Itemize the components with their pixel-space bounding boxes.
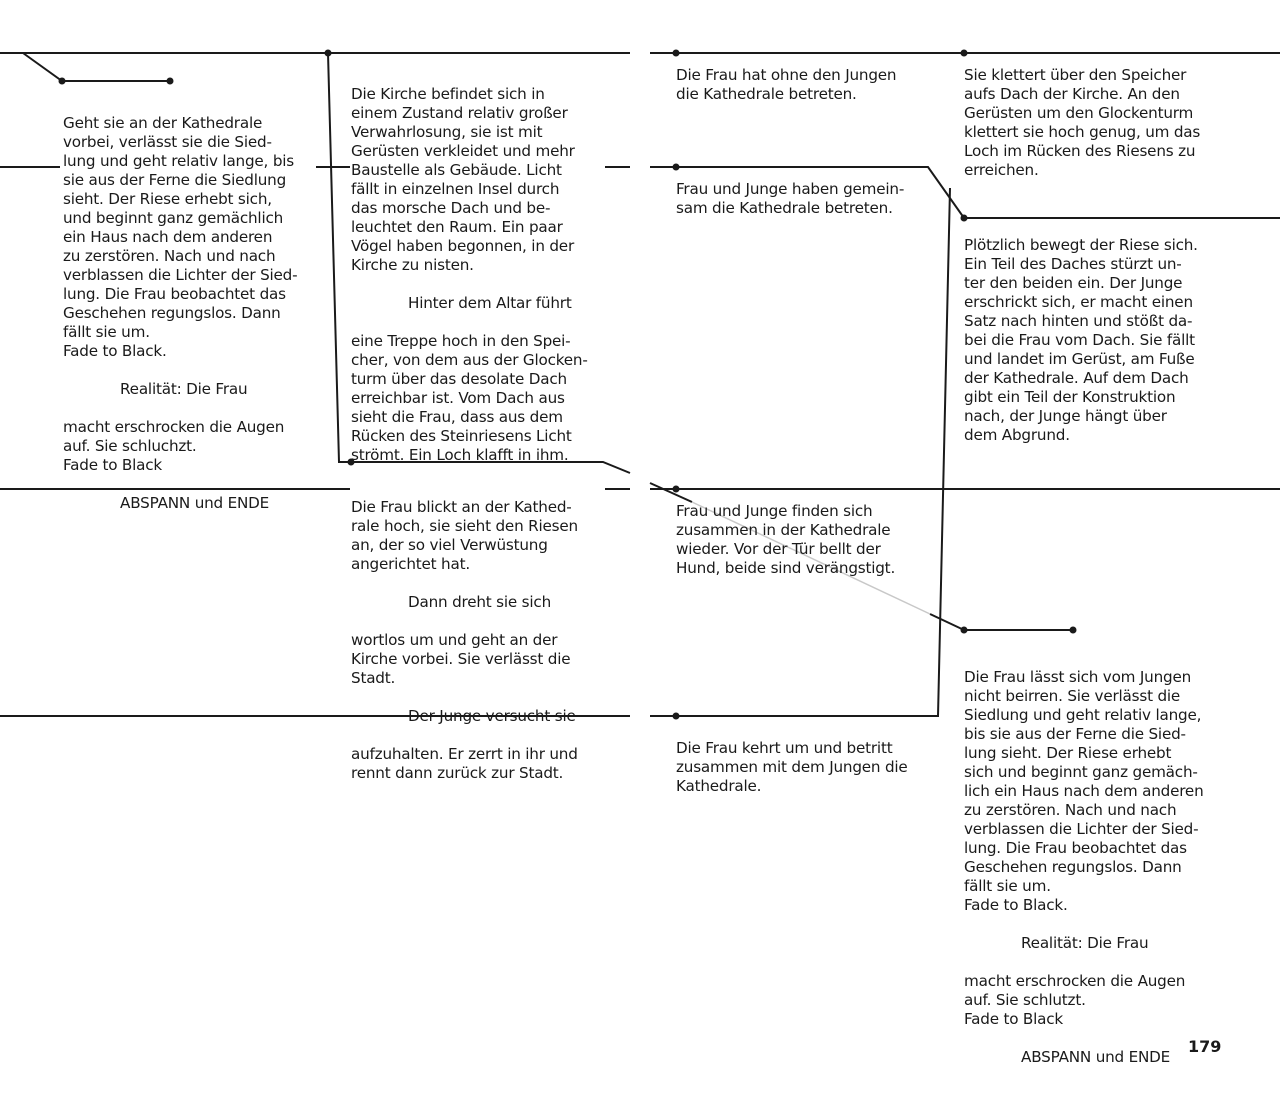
paragraph: wortlos um und geht an der Kirche vorbei. Sie verlässt die Stadt. xyxy=(351,631,571,687)
text-block-together: Frau und Junge haben gemein- sam die Kathedrale betreten. xyxy=(676,180,905,217)
indented-line xyxy=(351,593,578,612)
node-dot xyxy=(961,50,968,57)
paragraph: Die Frau blickt an der Kathed- rale hoch, sie sieht den Riesen an, der so viel Verwüstung angerichtet hat. xyxy=(351,498,578,573)
paragraph: Dann dreht sie sich xyxy=(408,593,551,611)
paragraph: macht erschrocken die Augen auf. Sie schlutzt. Fade to Black xyxy=(964,972,1186,1028)
text-block-without-boy: Die Frau hat ohne den Jungen die Kathedrale betreten. xyxy=(676,66,897,103)
indented-line xyxy=(351,294,588,313)
indented-line xyxy=(63,494,297,513)
node-dot xyxy=(59,78,66,85)
paragraph: Realität: Die Frau xyxy=(120,380,248,398)
paragraph: Die Kirche befindet sich in einem Zustand relativ großer Verwahrlosung, sie ist mit Gerüsten verkleidet und mehr Baustelle als Gebäude. Licht fällt in einzelnen Insel durch das morsche Dach und be- leuchtet den Raum. Ein paar Vögel haben begonnen, in der Kirche zu nisten. xyxy=(351,85,575,274)
node-dot xyxy=(673,50,680,57)
paragraph: Hinter dem Altar führt xyxy=(408,294,572,312)
text-block-church xyxy=(351,66,588,484)
text-block-not-deterred xyxy=(964,649,1204,1086)
page-number: 179 xyxy=(1188,1037,1222,1056)
node-dot xyxy=(673,486,680,493)
node-dot xyxy=(673,164,680,171)
connector-line xyxy=(650,188,950,716)
text-block-turns-back: Die Frau kehrt um und betritt zusammen mit dem Jungen die Kathedrale. xyxy=(676,739,908,795)
node-dot xyxy=(167,78,174,85)
paragraph: Der Junge versucht sie xyxy=(408,707,576,725)
indented-line xyxy=(964,1048,1204,1067)
paragraph: eine Treppe hoch in den Spei- cher, von dem aus der Glocken- turm über das desolate Dach erreichbar ist. Vom Dach aus sieht die Frau, dass aus dem Rücken des Steinriesens Licht strömt. Ein Loch klafft in ihm. xyxy=(351,332,588,464)
paragraph: ABSPANN und ENDE xyxy=(120,494,270,512)
indented-line xyxy=(351,707,578,726)
node-dot xyxy=(673,713,680,720)
node-dot xyxy=(961,215,968,222)
node-dot xyxy=(325,50,332,57)
indented-line xyxy=(63,380,297,399)
connector-line xyxy=(650,483,692,502)
text-block-left xyxy=(63,95,297,532)
text-block-climbs: Sie klettert über den Speicher aufs Dach der Kirche. An den Gerüsten um den Glockenturm klettert sie hoch genug, um das Loch im Rücken des Riesens zu erreichen. xyxy=(964,66,1201,179)
paragraph: aufzuhalten. Er zerrt in ihr und rennt dann zurück zur Stadt. xyxy=(351,745,578,782)
paragraph: Realität: Die Frau xyxy=(1021,934,1149,952)
text-block-find-together: Frau und Junge finden sich zusammen in der Kathedrale wieder. Vor der Tür bellt der Hund, beide sind verängstigt. xyxy=(676,502,896,577)
node-dot xyxy=(961,627,968,634)
connector-line xyxy=(930,614,964,630)
paragraph: ABSPANN und ENDE xyxy=(1021,1048,1171,1066)
paragraph: Die Frau lässt sich vom Jungen nicht beirren. Sie verlässt die Siedlung und geht relativ lange, bis sie aus der Ferne die Sied- lung sieht. Der Riese erhebt sich und beginnt ganz gemäch- lich ein Haus nach dem anderen zu zerstören. Nach und nach verblassen die Lichter der Sied- lung. Die Frau beobachtet das Geschehen regungslos. Dann fällt sie um. Fade to Black. xyxy=(964,668,1204,914)
text-block-giant-moves: Plötzlich bewegt der Riese sich. Ein Teil des Daches stürzt un- ter den beiden ein. Der Junge erschrickt sich, er macht einen Satz nach hinten und stößt da- bei die Frau vom Dach. Sie fällt und landet im Gerüst, am Fuße der Kathedrale. Auf dem Dach gibt ein Teil der Konstruktion nach, der Junge hängt über dem Abgrund. xyxy=(964,236,1198,444)
connector-line xyxy=(23,53,170,81)
paragraph: macht erschrocken die Augen auf. Sie schluchzt. Fade to Black xyxy=(63,418,285,474)
node-dot xyxy=(1070,627,1077,634)
text-block-woman-looks xyxy=(351,479,578,802)
indented-line xyxy=(964,934,1204,953)
paragraph: Geht sie an der Kathedrale vorbei, verlässt sie die Sied- lung und geht relativ lange, bis sie aus der Ferne die Siedlung sieht. Der Riese erhebt sich, und beginnt ganz gemächlich ein Haus nach dem anderen zu zerstören. Nach und nach verblassen die Lichter der Sied- lung. Die Frau beobachtet das Geschehen regungslos. Dann fällt sie um. Fade to Black. xyxy=(63,114,298,360)
